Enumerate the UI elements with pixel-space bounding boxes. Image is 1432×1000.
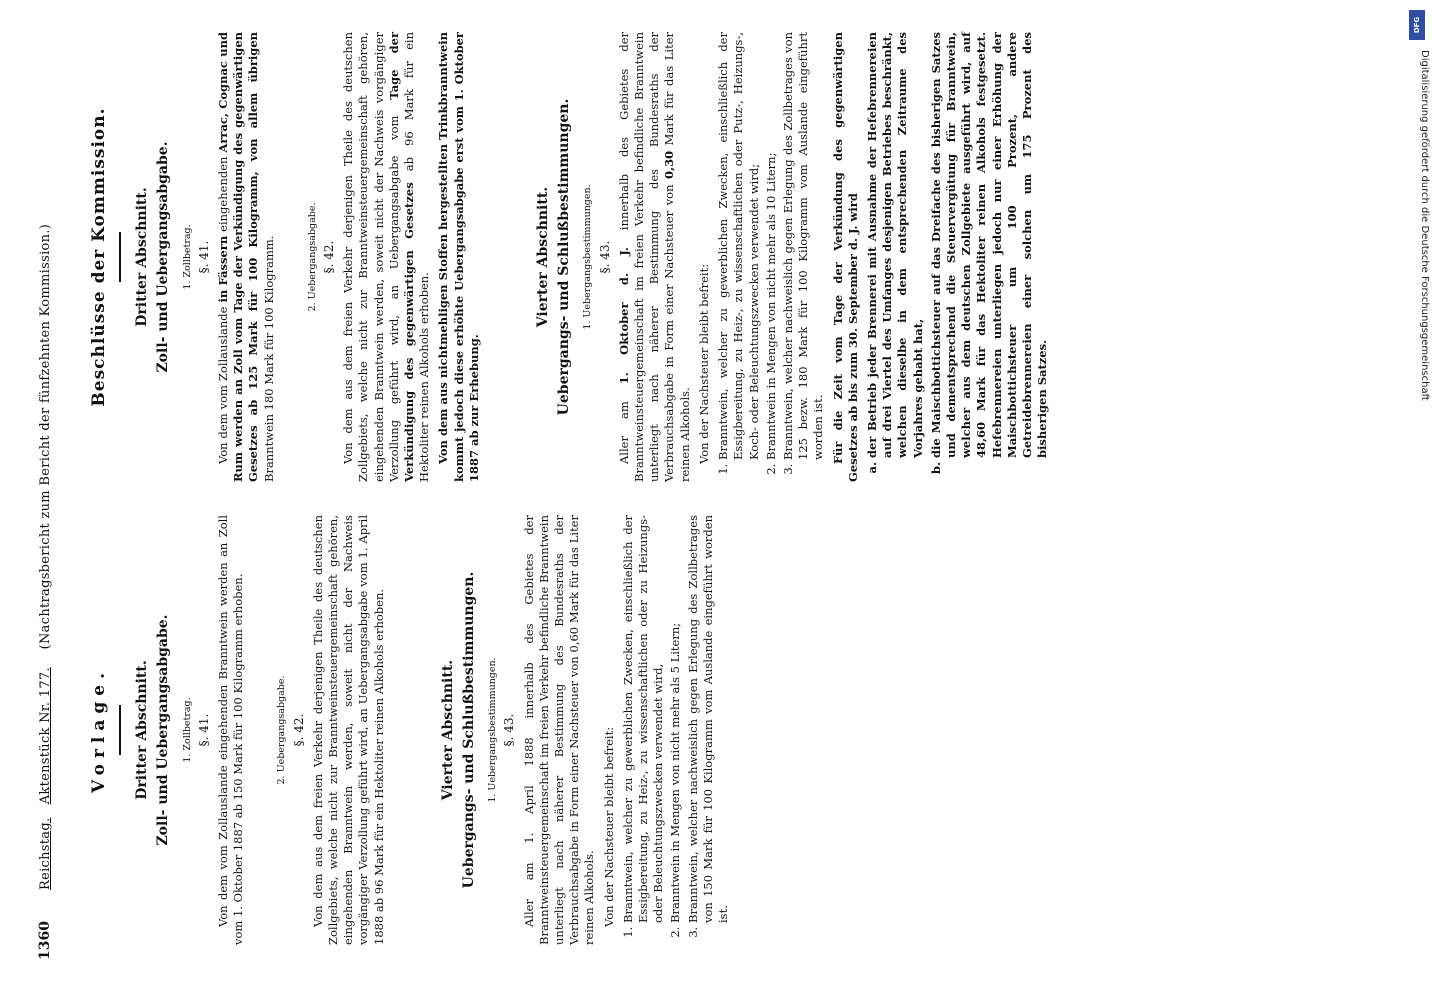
divider [119,232,121,282]
running-header [38,40,60,960]
paragraph-text: Von dem vom Zollauslande eingehenden Branntwein werden an Zoll vom 1. Oktober 1887 ab 150 Mark für 100 Kilogramm erhoben. [216,515,246,945]
paragraph-text: Aller am 1. Oktober d. J. innerhalb des Gebietes der Branntweinsteuergemeinschaft im freien Verkehr befindliche Branntwein unterliegt nach näherer Bestimmung des Bundesraths der Verbrauchsabgabe in Form einer Nachsteuer von 0,30 Mark für das Liter reinen Alkohols. [616,31,692,482]
paragraph-text: Von dem aus dem freien Verkehr derjenigen Theile des deutschen Zollgebiets, welche nicht zur Branntweinsteuergemeinschaft gehören, eingehenden Branntwein werden, soweit nicht der Nachweis vorgängiger Verzollung geführt wird, an Uebergangsabgabe vom 1. April 1888 ab 96 Mark für ein Hektoliter reinen Alkohols erhoben. [310,515,386,945]
section-heading: Vierter Abschnitt. [535,186,552,328]
paragraph-text: Für die Zeit vom Tage der Verkündung des gegenwärtigen Gesetzes ab bis zum 30. September d. J. wird [830,32,860,482]
subheading: 1. Uebergangsbestimmungen. [487,657,499,803]
list-item: b. die Maischbottichsteuer auf das Dreifache des bisherigen Satzes und dementsprechend die Steuervergütung für Branntwein, welcher aus dem deutschen Zollgebiete ausgeführt wird, auf 48,60 Mark für das Hektoliter reinen Alkohols festgesetzt. Hefebrennereien unterliegen jedoch nur einer Erhöhung der Maischbottichsteuer um 100 Prozent, andere Getreidebrennereien einer solchen um 175 Prozent des bisherigen Satzes. [929,32,1051,458]
list-item: 3. Branntwein, welcher nachweislich gegen Erlegung des Zollbetrages von 125 bezw. 180 Mark für 100 Kilogramm vom Auslande eingeführt worden ist. [781,32,827,460]
subheading: 1. Uebergangsbestimmungen. [582,184,594,330]
reichstag-label: Reichstag. [38,817,53,890]
paragraph-text: Von dem aus nichtmehligen Stoffen hergestellten Trinkbranntwein kommt jedoch diese erhöhte Uebergangsabgabe erst vom 1. Oktober 1887 ab zur Erhebung. [436,32,481,482]
subheading: 2. Uebergangsabgabe. [306,202,318,312]
paragraph-number: §. 43. [597,240,612,274]
section-heading: Dritter Abschnitt. [134,187,151,327]
list-item: 1. Branntwein, welcher zu gewerblichen Zwecken, einschließlich der Essigbereitung, zu Heiz-, zu wissenschaftlichen oder zu Heizungs- oder Beleuchtungszwecken verwendet wird, [621,515,667,923]
subsection-heading: Zoll- und Uebergangsabgabe. [155,141,172,373]
credit-text: Digitalisierung gefördert durch die Deutsche Forschungsgemeinschaft [1419,50,1430,401]
paragraph-number: §. 42. [291,713,306,747]
list-item: a. der Betrieb jeder Brennerei mit Ausnahme der Hefebrennereien auf drei Viertel des Umfanges desjenigen Betriebes beschränkt, welchen dieselbe in dem entsprechenden Zeitraume des Vorjahres gehabt hat, [865,32,926,458]
paragraph-text: Aller am 1. April 1888 innerhalb des Gebietes der Branntweinsteuergemeinschaft im freien Verkehr befindliche Branntwein unterliegt nach näherer Bestimmung des Bundesraths der Verbrauchsabgabe in Form einer Nachsteuer von 0,60 Mark für das Liter reinen Alkohols. [521,515,597,945]
subsection-heading: Uebergangs- und Schlußbestimmungen. [556,98,573,416]
exemption-list [621,515,731,945]
digitization-credit [1404,10,1430,990]
exemption-list [716,32,826,482]
subsection-heading: Zoll- und Uebergangsabgabe. [155,614,172,846]
list-item: 2. Branntwein in Mengen von nicht mehr als 5 Litern; [668,515,683,923]
vorlage-column [89,515,735,945]
subheading: 1. Zollbetrag. [181,697,193,763]
section-heading: Vierter Abschnitt. [439,659,456,801]
subheading: 1. Zollbetrag. [181,224,193,290]
provision-list [865,32,1050,482]
paragraph-number: §. 41. [196,713,211,747]
list-item: 3. Branntwein, welcher nachweislich gegen Erlegung des Zollbetrages von 150 Mark für 100 Kilogramm vom Auslande eingeführt worden ist. [686,515,732,923]
page-number: 1360 [37,921,53,960]
paragraph-number: §. 43. [502,713,517,747]
bericht-label: (Nachtragsbericht zum Bericht der fünfzehnten Kommission.) [38,223,53,650]
kommission-heading: Beschlüsse der Kommission. [89,107,109,407]
vorlage-heading: Vorlage. [89,666,109,794]
subsection-heading: Uebergangs- und Schlußbestimmungen. [461,571,478,889]
paragraph-text: Von dem vom Zollauslande in Fässern eingehenden Arrac, Cognac und Rum werden an Zoll vom Tage der Verkündigung des gegenwärtigen Gesetzes ab 125 Mark für 100 Kilogramm, von allem übrigen Branntwein 180 Mark für 100 Kilogramm. [216,31,276,482]
paragraph-text: Von der Nachsteuer bleibt befreit: [601,726,616,927]
dfg-logo: DFG [1409,10,1425,40]
subheading: 2. Uebergangsabgabe. [276,675,288,785]
paragraph-number: §. 42. [322,240,337,274]
kommission-column [89,31,1053,482]
aktenstueck-label: Aktenstück Nr. 177. [38,667,53,805]
divider [119,705,121,755]
paragraph-text: Von der Nachsteuer bleibt befreit: [696,263,711,464]
list-item: 1. Branntwein, welcher zu gewerblichen Zwecken, einschließlich der Essigbereitung, zu Heiz-, zu wissenschaftlichen oder Putz-, Heizungs-, Koch- oder Beleuchtungszwecken verwendet wird; [716,32,762,460]
list-item: 2. Branntwein in Mengen von nicht mehr als 10 Litern; [764,32,779,460]
paragraph-text: Von dem aus dem freien Verkehr derjenigen Theile des deutschen Zollgebiets, welche nicht zur Branntweinsteuergemeinschaft gehören, eingehenden Branntwein werden, soweit nicht der Nachweis vorgängiger Verzollung geführt wird, an Uebergangsabgabe vom Tage der Verkündigung des gegenwärtigen Gesetzes ab 96 Mark für ein Hektoliter reinen Alkohols erhoben. [341,31,432,482]
paragraph-number: §. 41. [196,240,211,274]
section-heading: Dritter Abschnitt. [134,660,151,800]
